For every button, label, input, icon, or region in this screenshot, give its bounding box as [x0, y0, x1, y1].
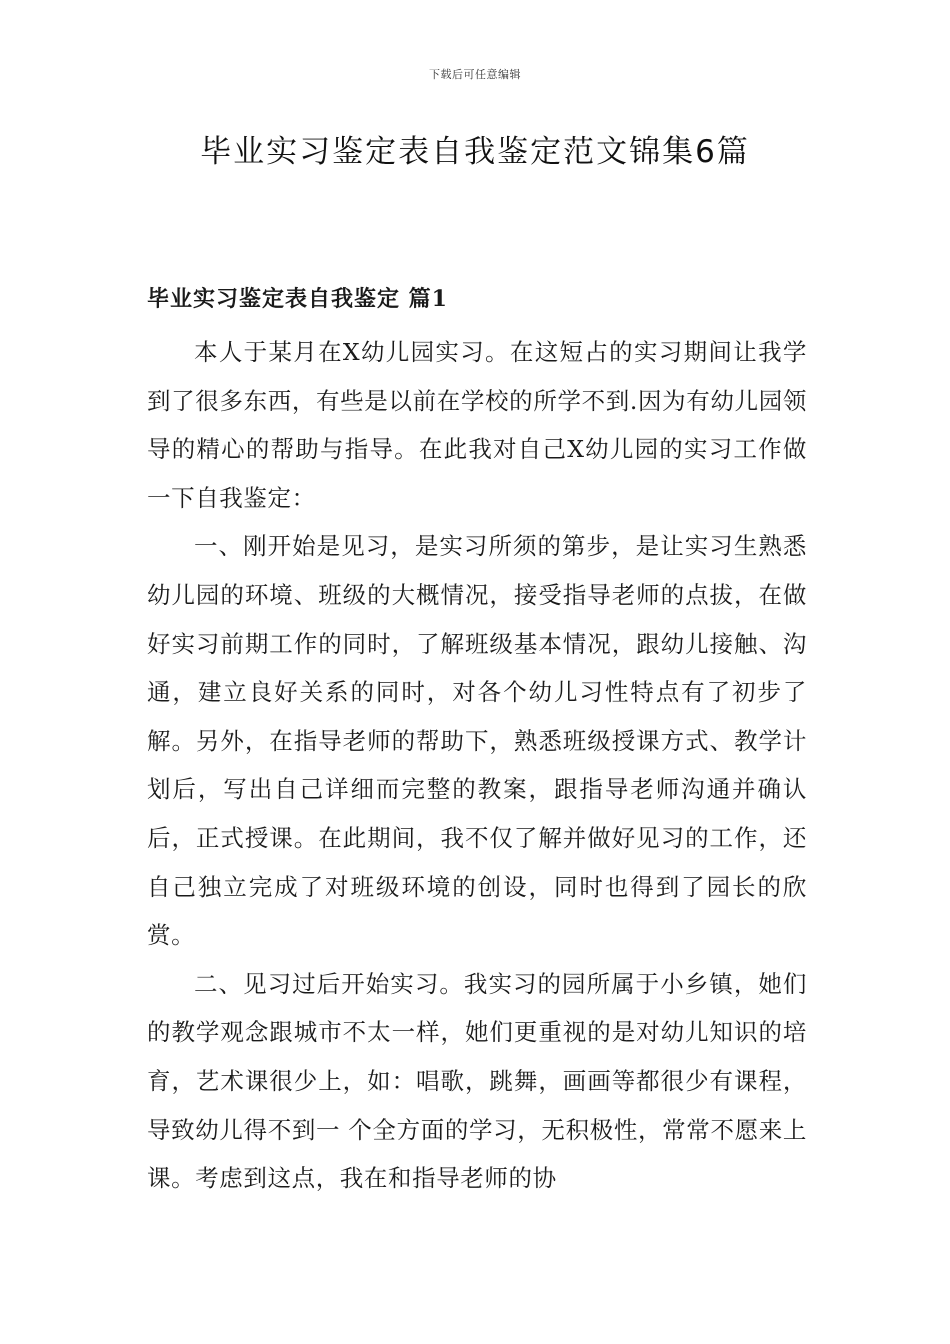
paragraph-point-two: 二、见习过后开始实习。我实习的园所属于小乡镇，她们的教学观念跟城市不太一样，她们更重视的是对幼儿知识的培育，艺术课很少上，如：唱歌，跳舞，画画等都很少有课程，导致幼儿得不到一 个全方面的学习，无积极性，常常不愿来上课。考虑到这点，我在和指导老师的协	[147, 969, 807, 1193]
document-body	[147, 328, 807, 1203]
header-note: 下载后可任意编辑	[429, 68, 521, 81]
document-title: 毕业实习鉴定表自我鉴定范文锦集6篇	[200, 134, 750, 170]
paragraph-point-one: 一、刚开始是见习，是实习所须的第步，是让实习生熟悉幼儿园的环境、班级的大概情况，接受指导老师的点拔，在做好实习前期工作的同时，了解班级基本情况，跟幼儿接触、沟通，建立良好关系的同时，对各个幼儿习性特点有了初步了解。另外，在指导老师的帮助下，熟悉班级授课方式、教学计划后，写出自己详细而完整的教案，跟指导老师沟通并确认后，正式授课。在此期间，我不仅了解并做好见习的工作，还自己独立完成了对班级环境的创设，同时也得到了园长的欣赏。	[147, 532, 807, 950]
paragraph-intro: 本人于某月在X幼儿园实习。在这短占的实习期间让我学到了很多东西，有些是以前在学校的所学不到.因为有幼儿园领导的精心的帮助与指导。在此我对自己X幼儿园的实习工作做一下自我鉴定：	[147, 338, 807, 512]
section-heading: 毕业实习鉴定表自我鉴定 篇1	[147, 286, 448, 312]
